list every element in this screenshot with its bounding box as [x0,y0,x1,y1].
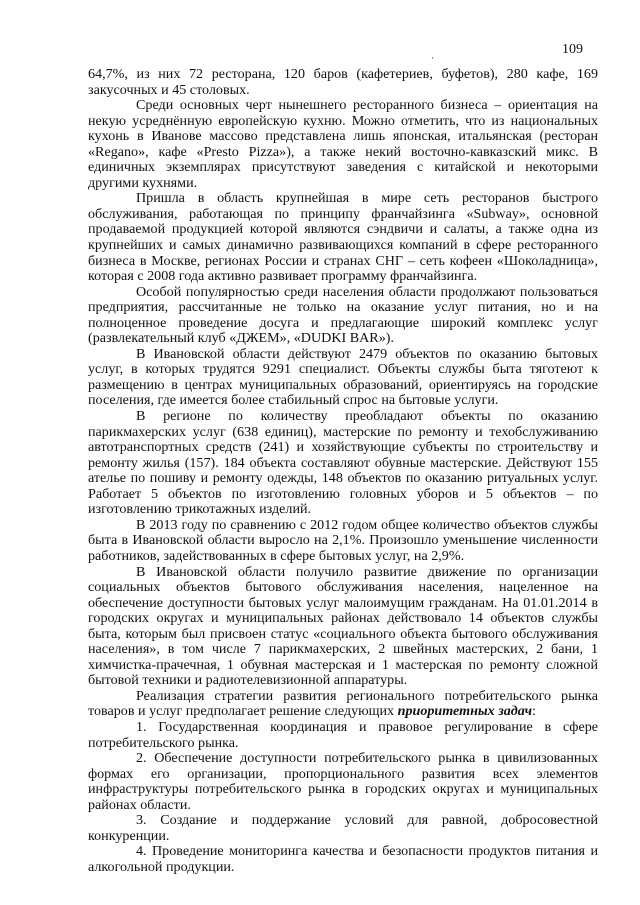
paragraph: Среди основных черт нынешнего ресторанного бизнеса – ориентация на некую усреднённую европейскую кухню. Можно отметить, что из национальных кухонь в Иванове массово представлена лишь японская, итальянская (ресторан «Regano», кафе «Presto Pizza»), а также некий восточно-кавказский микс. В единичных экземплярах присутствуют заведения с китайской и некоторыми другими кухнями. [88,97,598,191]
priority-tasks-emphasis: приоритетных задач [397,703,533,720]
paragraph: В регионе по количеству преобладают объекты по оказанию парикмахерских услуг (638 единиц), мастерские по ремонту и техобслуживанию автотранспортных средств (241) и хозяйствующие субъекты по строительству и ремонту жилья (157). 184 объекта составляют обувные мастерские. Действуют 155 ателье по пошиву и ремонту одежды, 148 объектов по оказанию ритуальных услуг. Работает 5 объектов по изготовлению головных уборов и 5 объектов – по изготовлению трикотажных изделий. [88,408,598,518]
scan-speck [432,57,433,59]
task-item: 1. Государственная координация и правовое регулирование в сфере потребительского рынка. [88,718,598,751]
strategy-colon: : [532,703,536,720]
task-item: 2. Обеспечение доступности потребительского рынка в цивилизованных формах его организации, пропорционального развития всех элементов инфраструктуры потребительского рынка в городских округах и муниципальных районах области. [88,750,598,813]
paragraph: В Ивановской области получило развитие движение по организации социальных объектов бытового обслуживания населения, нацеленное на обеспечение доступности бытовых услуг малоимущим гражданам. На 01.01.2014 в городских округах и муниципальных районах действовало 14 объектов службы быта, которым был присвоен статус «социального объекта бытового обслуживания населения», в том числе 7 парикмахерских, 2 швейных мастерских, 2 бани, 1 химчистка-прачечная, 1 обувная мастерская и 1 мастерская по ремонту сложной бытовой техники и радиотелевизионной аппаратуры. [88,563,598,689]
paragraph: Пришла в область крупнейшая в мире сеть ресторанов быстрого обслуживания, работающая по принципу франчайзинга «Subway», основной продаваемой продукцией которой являются сэндвичи и салаты, а также одна из крупнейших и самых динамично развивающихся компаний в сфере ресторанного бизнеса в Москве, регионах России и странах СНГ – сеть кофеен «Шоколадница», которая с 2008 года активно развивает программу франчайзинга. [88,190,598,285]
strategy-text: Реализация стратегии развития регионального потребительского рынка товаров и услуг предполагает решение следующих [88,687,598,720]
paragraph: Особой популярностью среди населения области продолжают пользоваться предприятия, рассчитанные не только на оказание услуг питания, но и на полноценное проведение досуга и предлагающие широкий комплекс услуг (развлекательный клуб «ДЖЕМ», «DUDKI BAR»). [88,283,598,347]
strategy-paragraph [88,689,598,720]
task-item: 4. Проведение мониторинга качества и безопасности продуктов питания и алкогольной продукции. [88,843,598,875]
paragraph: В 2013 году по сравнению с 2012 годом общее количество объектов службы быта в Ивановской области выросло на 2,1%. Произошло уменьшение численности работников, задействованных в сфере бытовых услуг, на 2,9%. [88,516,598,564]
paragraph: В Ивановской области действуют 2479 объектов по оказанию бытовых услуг, в которых трудятся 9291 специалист. Объекты службы быта тяготеют к размещению в центрах муниципальных образований, ориентируясь на городские поселения, где имеется более стабильный спрос на бытовые услуги. [88,345,598,409]
page-number: 109 [562,42,583,57]
task-item: 3. Создание и поддержание условий для равной, добросовестной конкуренции. [88,812,598,844]
document-body [88,67,598,875]
paragraph: 64,7%, из них 72 ресторана, 120 баров (кафетериев, буфетов), 280 кафе, 169 закусочных и 45 столовых. [88,66,598,98]
